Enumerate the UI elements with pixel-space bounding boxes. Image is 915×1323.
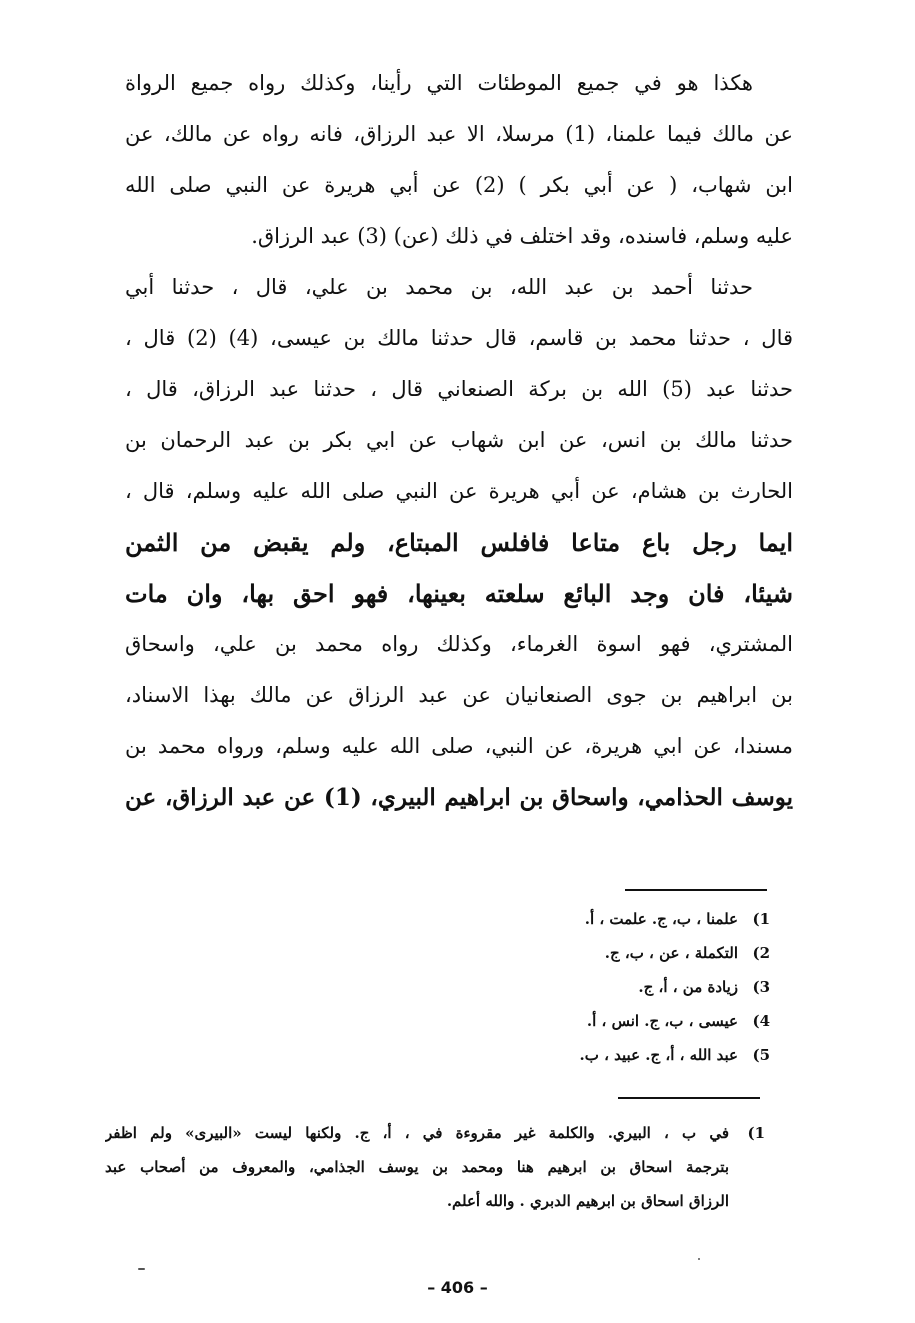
footnote-number: 5) xyxy=(752,1046,770,1064)
footnote-number: 2) xyxy=(752,944,770,962)
footnote-number: 3) xyxy=(752,978,770,996)
text-line: قال ، حدثنا محمد بن قاسم، قال حدثنا مالك بن عيسى، (4) (2) قال ، xyxy=(125,326,793,350)
text-line: عن مالك فيما علمنا، (1) مرسلا، الا عبد الرزاق، فانه رواه عن مالك، عن xyxy=(125,122,793,146)
footnote-line: بترجمة اسحاق بن ابرهيم هنا ومحمد بن يوسف الجذامي، والمعروف من أصحاب عبد xyxy=(105,1158,729,1176)
footnote-number: 1) xyxy=(747,1124,765,1142)
footnote-number: 1) xyxy=(752,910,770,928)
footnote-text xyxy=(105,1116,729,1218)
scan-speck xyxy=(698,1258,700,1260)
hadith-text-line: شيئا، فان وجد البائع سلعته بعينها، فهو احق بها، وان مات xyxy=(125,579,793,608)
text-line: حدثنا أحمد بن عبد الله، بن محمد بن علي، قال ، حدثنا أبي xyxy=(125,275,753,299)
text-line: ابن شهاب، ( عن أبي بكر ) (2) عن أبي هريرة عن النبي صلى الله xyxy=(125,173,793,197)
text-line: حدثنا مالك بن انس، عن ابن شهاب عن ابي بكر بن عبد الرحمان بن xyxy=(125,428,793,452)
footnote-item xyxy=(450,1038,770,1072)
footnote-line: الرزاق اسحاق بن ابرهيم الدبري . والله أعلم. xyxy=(446,1192,729,1210)
text-line: حدثنا عبد (5) الله بن بركة الصنعاني قال ، حدثنا عبد الرزاق، قال ، xyxy=(125,377,793,401)
text-line: بن ابراهيم بن جوى الصنعانيان عن عبد الرزاق عن مالك بهذا الاسناد، xyxy=(125,683,793,707)
footnote-text: عبد الله ، أ، ج. عبيد ، ب. xyxy=(579,1046,738,1064)
text-line: الحارث بن هشام، عن أبي هريرة عن النبي صلى الله عليه وسلم، قال ، xyxy=(125,479,793,503)
footnote-divider xyxy=(618,1097,760,1099)
footnote-item xyxy=(450,902,770,936)
page-number: – 406 – xyxy=(427,1278,488,1297)
footnote-item xyxy=(450,936,770,970)
footnotes-section-2 xyxy=(105,1116,765,1218)
text-line: المشتري، فهو اسوة الغرماء، وكذلك رواه محمد بن علي، واسحاق xyxy=(125,632,793,656)
footnote-text: علمنا ، ب، ج. علمت ، أ. xyxy=(584,910,738,928)
main-text-block xyxy=(125,58,793,823)
footnote-item xyxy=(450,970,770,1004)
footnotes-section-1 xyxy=(450,902,770,1072)
text-line: هكذا هو في جميع الموطئات التي رأينا، وكذلك رواه جميع الرواة xyxy=(125,71,753,95)
footnote-number: 4) xyxy=(752,1012,770,1030)
text-line: عليه وسلم، فاسنده، وقد اختلف في ذلك (عن) (3) عبد الرزاق. xyxy=(251,224,793,248)
text-line: يوسف الحذامي، واسحاق بن ابراهيم البيري، (1) عن عبد الرزاق، عن xyxy=(125,784,793,811)
text-line: مسندا، عن ابي هريرة، عن النبي، صلى الله عليه وسلم، ورواه محمد بن xyxy=(125,734,793,758)
footnote-text: عيسى ، ب، ج. انس ، أ. xyxy=(586,1012,738,1030)
footnote-item xyxy=(450,1004,770,1038)
scan-speck xyxy=(138,1268,145,1270)
footnote-text: زيادة من ، أ، ج. xyxy=(638,978,738,996)
hadith-text-line: ايما رجل باع متاعا فافلس المبتاع، ولم يقبض من الثمن xyxy=(125,528,793,557)
footnote-divider xyxy=(625,889,767,891)
footnote-line: في ب ، البيري. والكلمة غير مقروءة في ، أ، ج. ولكنها ليست «البيرى» ولم اظفر xyxy=(105,1124,729,1142)
footnote-text: التكملة ، عن ، ب، ج. xyxy=(604,944,738,962)
